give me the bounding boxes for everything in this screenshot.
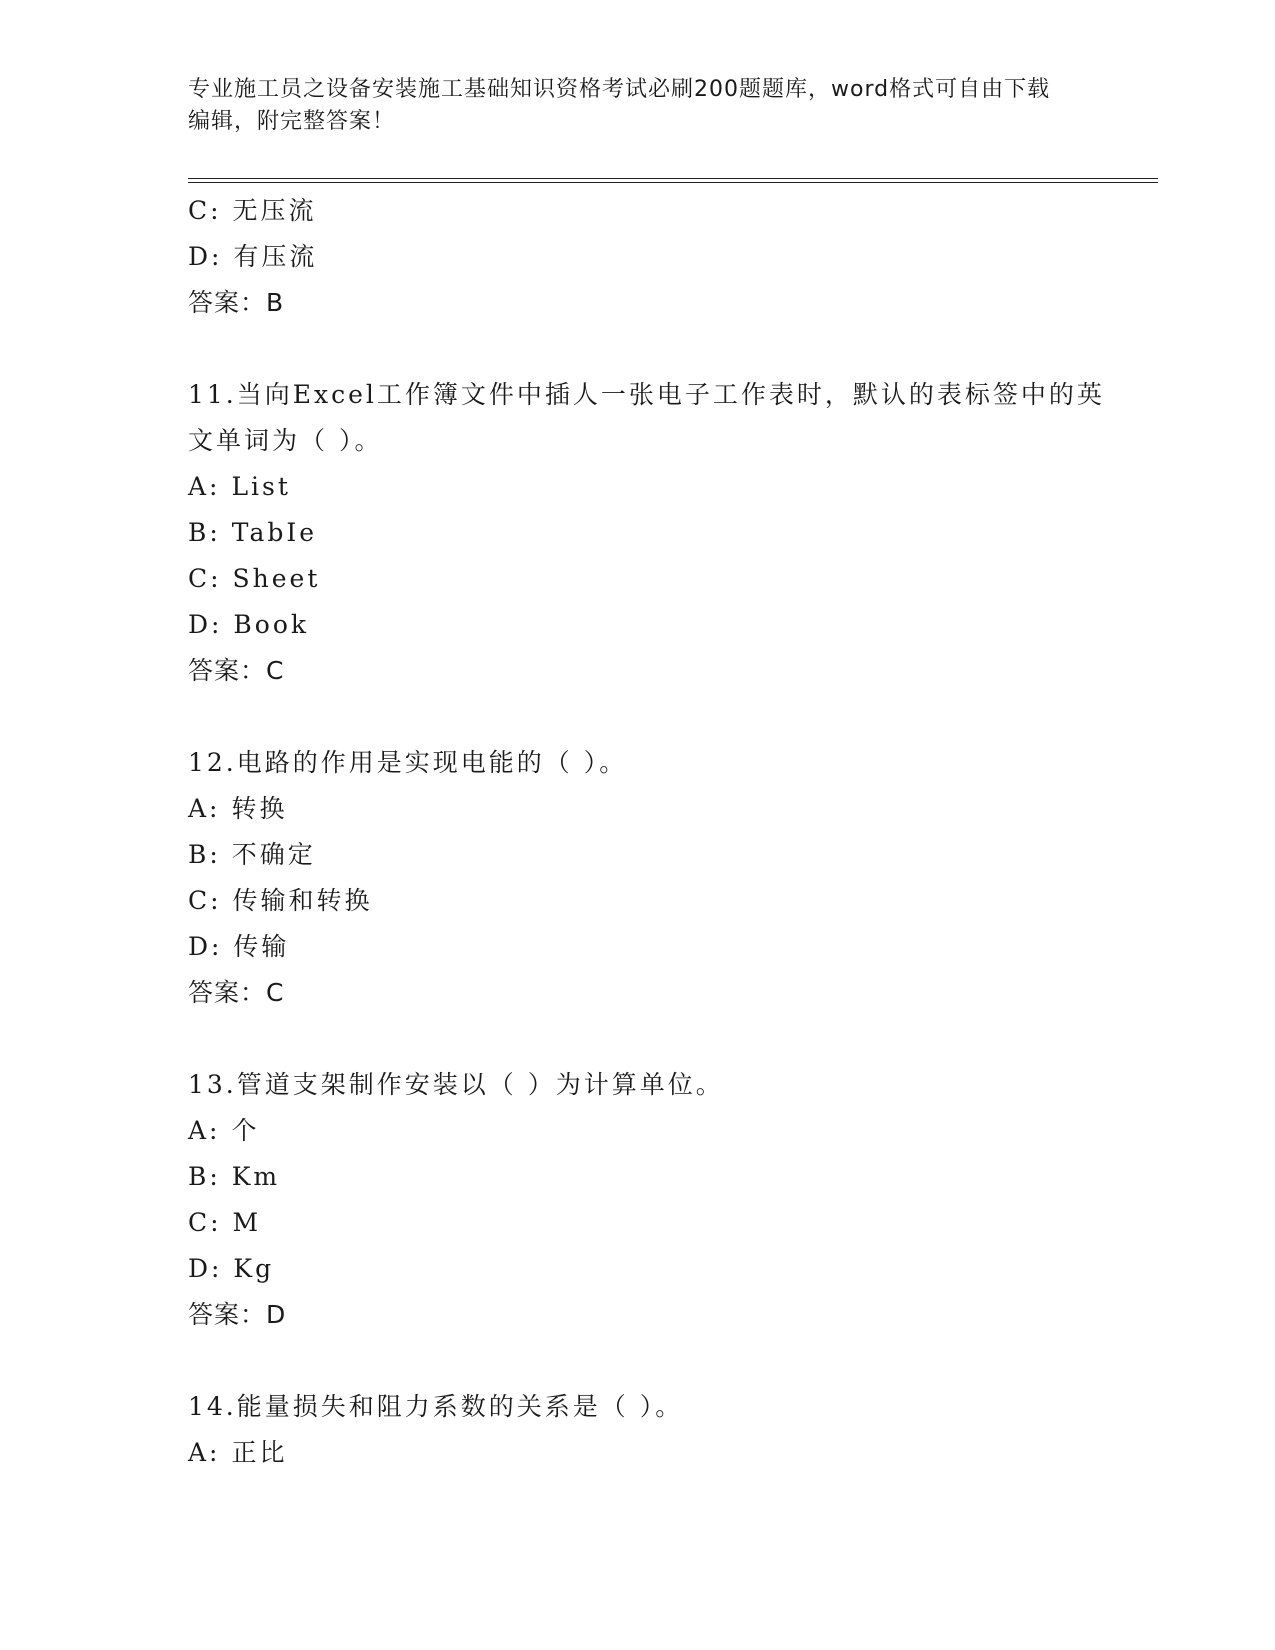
option-label: B:: [188, 840, 232, 869]
option-label: D:: [188, 932, 234, 961]
option-text: 不确定: [231, 840, 316, 869]
option-line: [188, 1108, 1108, 1154]
answer-line: 答案：D: [188, 1300, 287, 1329]
option-label: C:: [188, 1208, 233, 1237]
option-line: [188, 786, 1108, 832]
question-11-text: 11.当向Excel工作簿文件中插人一张电子工作表时，默认的表标签中的英文单词为（ ）。: [188, 380, 1105, 455]
document-header: [188, 74, 1068, 138]
option-label: C:: [188, 564, 233, 593]
option-label: D:: [188, 610, 234, 639]
option-line: [188, 464, 1108, 510]
option-text: 转换: [231, 794, 288, 823]
option-line: [188, 878, 1108, 924]
option-line: [188, 1154, 1108, 1200]
option-line: [188, 1200, 1108, 1246]
option-line: [188, 556, 1108, 602]
question-text: [188, 740, 1108, 786]
document-title: 专业施工员之设备安装施工基础知识资格考试必刷200题题库，word格式可自由下载编辑，附完整答案！: [188, 77, 1051, 134]
option-line: [188, 832, 1108, 878]
option-label: A:: [188, 1438, 232, 1467]
question-text: [188, 372, 1108, 464]
option-line: [188, 188, 1108, 234]
option-line: [188, 234, 1108, 280]
option-text: 有压流: [233, 242, 318, 271]
option-label: B:: [188, 1162, 232, 1191]
option-label: A:: [188, 472, 232, 501]
answer-line: 答案：B: [188, 288, 285, 317]
option-label: C:: [188, 196, 233, 225]
option-line: [188, 1430, 1108, 1476]
header-rule-bottom: [188, 182, 1158, 183]
option-label: C:: [188, 886, 233, 915]
option-label: D:: [188, 1254, 234, 1283]
question-12-text: 12.电路的作用是实现电能的（ ）。: [188, 748, 628, 777]
option-text: 传输和转换: [232, 886, 373, 915]
question-list: [188, 188, 1108, 1476]
option-text: TabIe: [231, 518, 318, 547]
option-line: [188, 924, 1108, 970]
option-line: [188, 1246, 1108, 1292]
option-label: D:: [188, 242, 234, 271]
option-text: Km: [231, 1162, 281, 1191]
option-text: 传输: [233, 932, 290, 961]
question-text: [188, 1384, 1108, 1430]
option-label: B:: [188, 518, 232, 547]
answer-line: 答案：C: [188, 656, 285, 685]
answer-line: 答案：C: [188, 978, 285, 1007]
question-13-text: 13.管道支架制作安装以（ ）为计算单位。: [188, 1070, 724, 1099]
question-14-text: 14.能量损失和阻力系数的关系是（ ）。: [188, 1392, 684, 1421]
option-line: [188, 510, 1108, 556]
option-text: M: [232, 1208, 262, 1237]
option-text: Book: [233, 610, 310, 639]
option-text: 正比: [231, 1438, 288, 1467]
option-label: A:: [188, 1116, 232, 1145]
option-text: Kg: [233, 1254, 275, 1283]
option-text: Sheet: [232, 564, 321, 593]
option-text: List: [231, 472, 291, 501]
question-text: [188, 1062, 1108, 1108]
option-text: 个: [231, 1116, 260, 1145]
option-line: [188, 602, 1108, 648]
option-text: 无压流: [232, 196, 317, 225]
header-rule-top: [188, 178, 1158, 179]
option-label: A:: [188, 794, 232, 823]
